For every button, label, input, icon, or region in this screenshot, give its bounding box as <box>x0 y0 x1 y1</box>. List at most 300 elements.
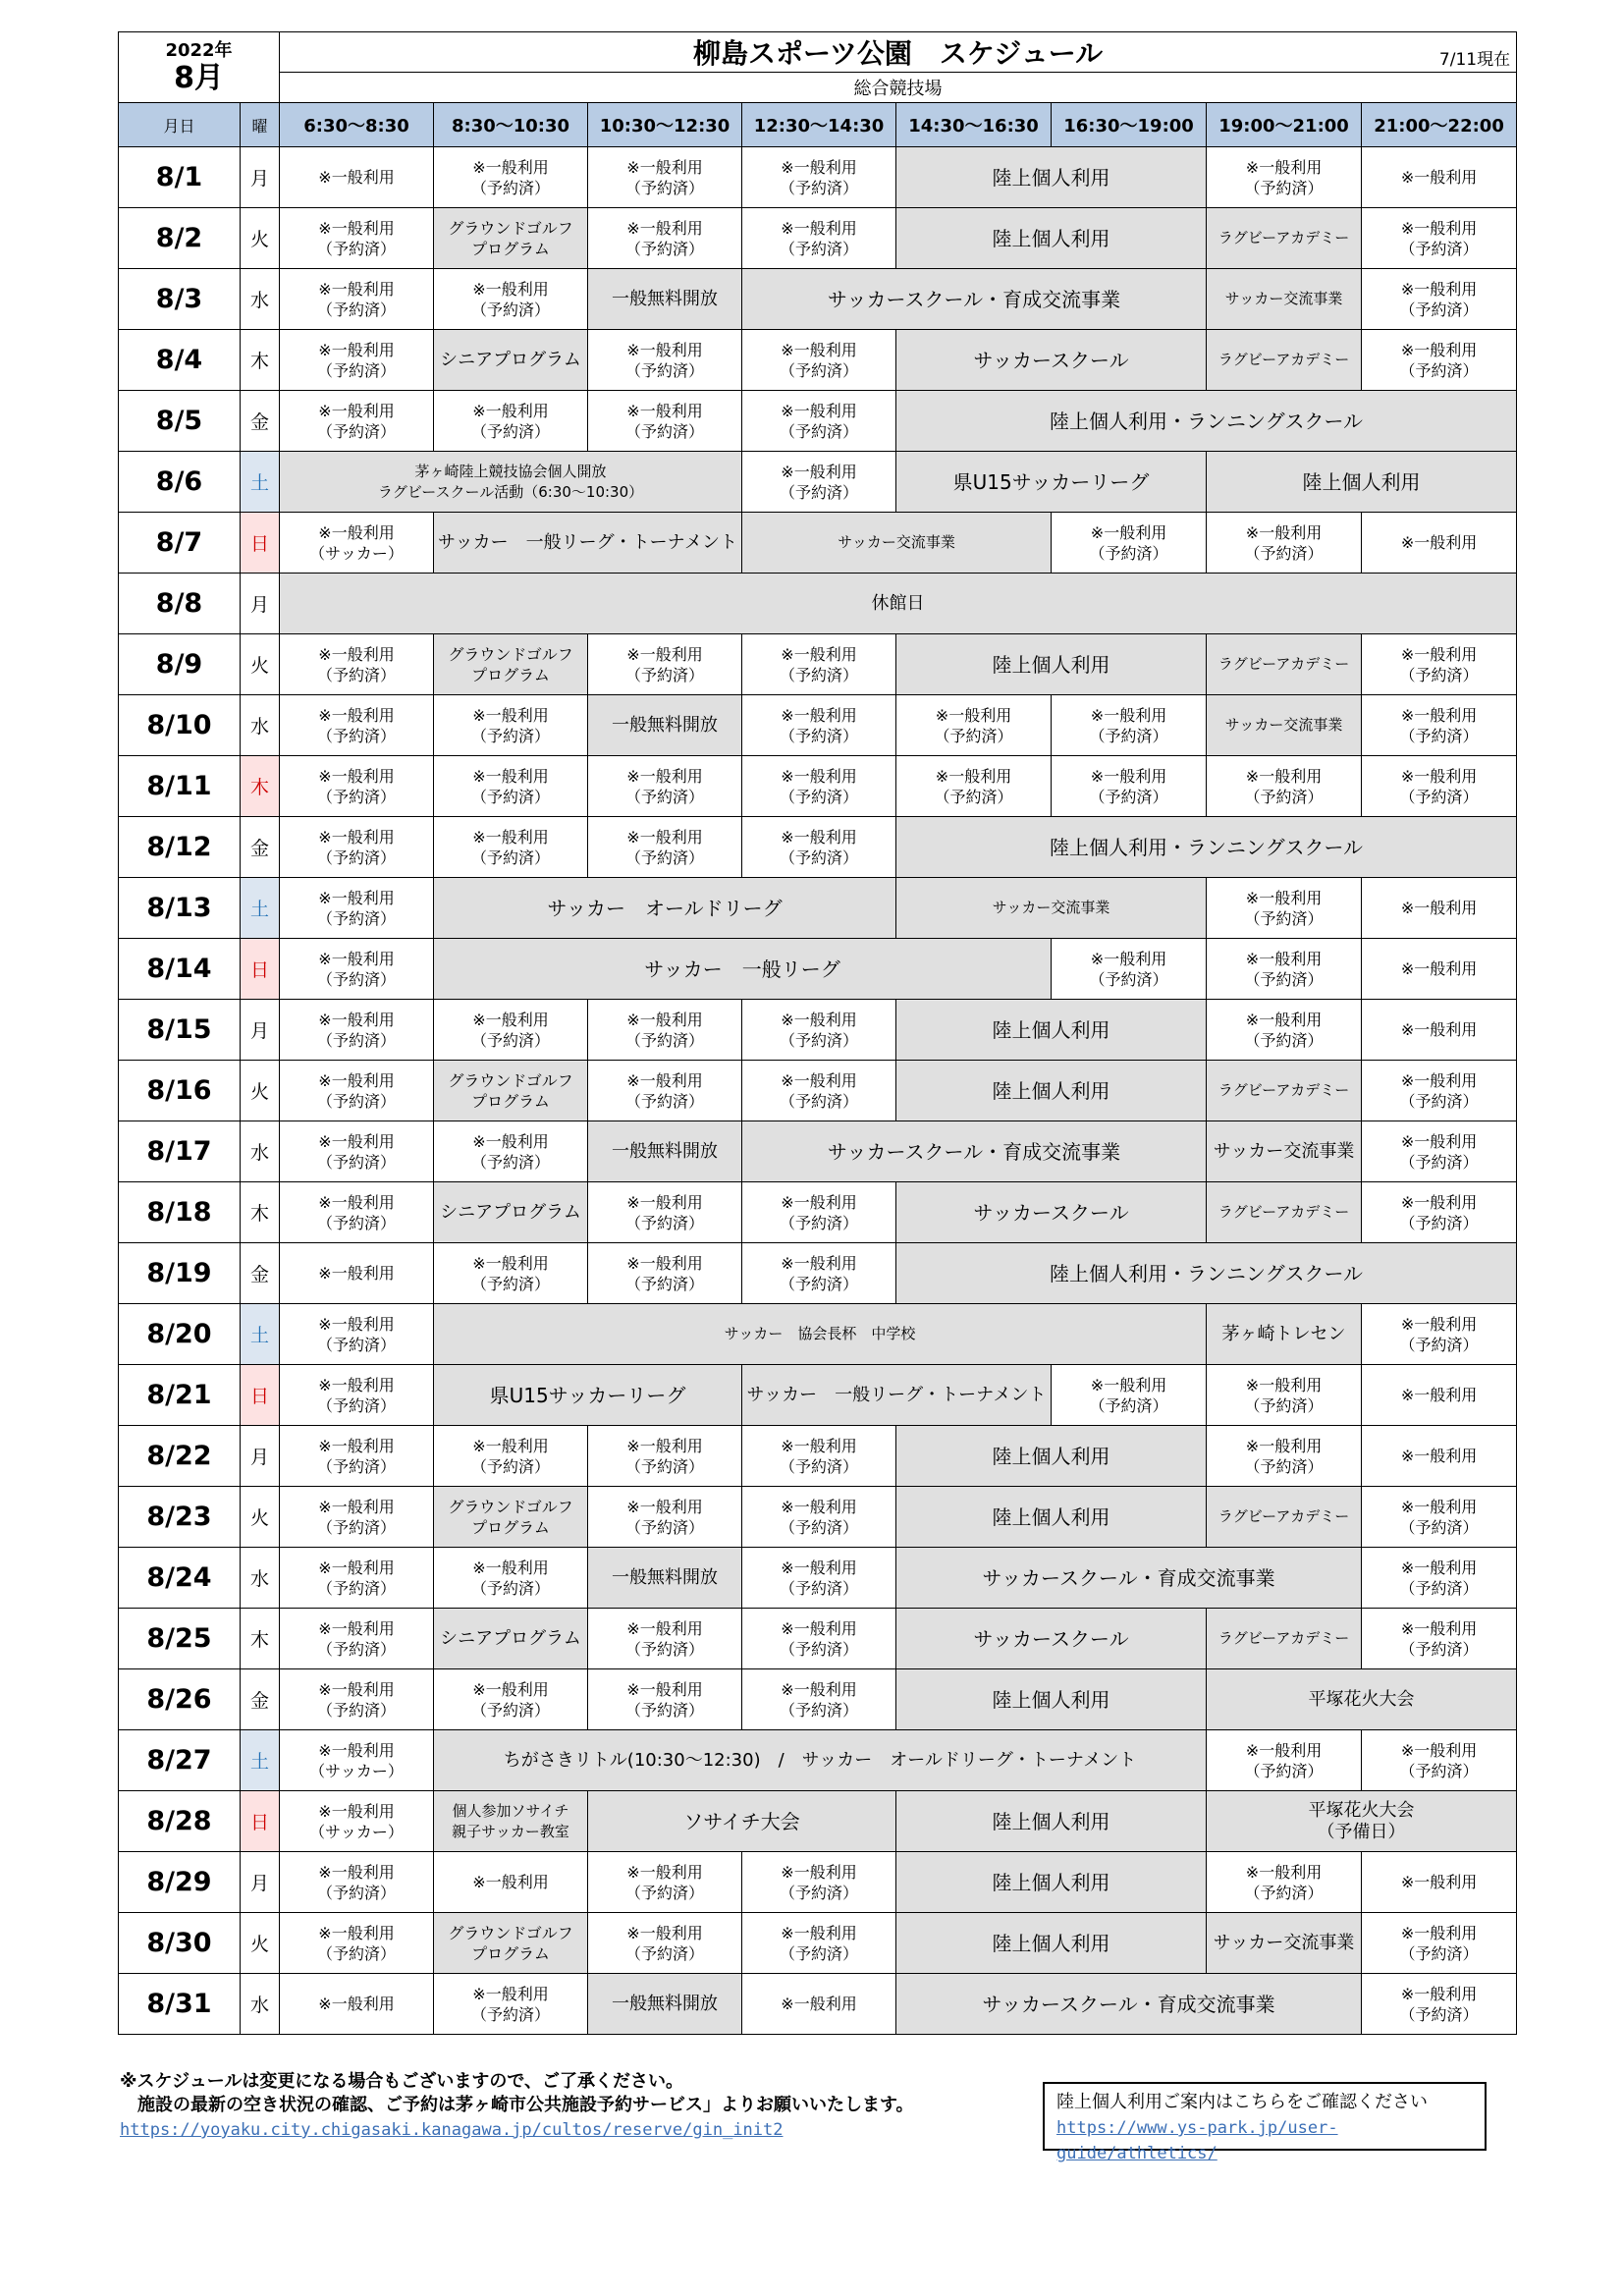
slot-text: ※一般利用 （予約済） <box>471 827 551 867</box>
slot-text: ※一般利用 <box>1400 168 1478 187</box>
slot-cell-event <box>588 1121 742 1182</box>
date-cell: 8/24 <box>119 1548 241 1609</box>
slot-text: ※一般利用 （予約済） <box>471 1131 551 1172</box>
slot-cell-general-use <box>1362 1548 1517 1609</box>
slot-text: ※一般利用 （予約済） <box>471 1010 551 1050</box>
slot-cell-event <box>1207 1061 1362 1121</box>
slot-cell-general-use <box>742 1913 896 1974</box>
weekday-cell: 土 <box>241 878 280 939</box>
schedule-row <box>119 1609 1517 1669</box>
slot-cell-general-use <box>280 1487 434 1548</box>
slot-cell-event <box>896 208 1207 269</box>
slot-text: サッカー 一般リーグ・トーナメント <box>438 531 737 553</box>
slot-text: シニアプログラム <box>440 349 581 370</box>
slot-text: ※一般利用 （予約済） <box>471 1253 551 1293</box>
slot-text: ※一般利用 （予約済） <box>780 218 859 258</box>
schedule-row <box>119 1243 1517 1304</box>
slot-text: ※一般利用 （予約済） <box>1089 522 1168 563</box>
slot-cell-event <box>588 695 742 756</box>
slot-text: ラグビーアカデミー <box>1217 655 1350 673</box>
column-header-slot: 16:30～19:00 <box>1052 103 1207 147</box>
slot-text: 陸上個人利用 <box>992 165 1110 190</box>
slot-cell-general-use <box>434 1669 588 1730</box>
date-cell: 8/21 <box>119 1365 241 1426</box>
slot-text: ※一般利用 （予約済） <box>625 1253 705 1293</box>
slot-text: ※一般利用 （予約済） <box>1399 218 1479 258</box>
slot-text: ※一般利用 <box>1400 1873 1478 1891</box>
slot-cell-general-use <box>1207 1852 1362 1913</box>
schedule-row <box>119 208 1517 269</box>
slot-cell-general-use <box>1207 1426 1362 1487</box>
slot-cell-event <box>896 1182 1207 1243</box>
schedule-row <box>119 1000 1517 1061</box>
slot-cell-event <box>434 1730 1207 1791</box>
slot-cell-event <box>588 1791 896 1852</box>
slot-cell-event <box>588 269 742 330</box>
date-cell: 8/15 <box>119 1000 241 1061</box>
slot-cell-general-use <box>588 330 742 391</box>
schedule-row <box>119 1426 1517 1487</box>
slot-text: ※一般利用 （予約済） <box>780 1436 859 1476</box>
slot-cell-general-use <box>280 1791 434 1852</box>
slot-cell-general-use <box>1052 1365 1207 1426</box>
slot-cell-event <box>896 1609 1207 1669</box>
slot-text: 陸上個人利用 <box>992 1444 1110 1468</box>
slot-text: ※一般利用 （予約済） <box>1244 522 1324 563</box>
venue-row <box>119 73 1517 103</box>
slot-text: ※一般利用 <box>318 1995 395 2013</box>
slot-cell-event <box>434 1304 1207 1365</box>
as-of-date: 7/11現在 <box>1438 50 1511 70</box>
slot-text: ※一般利用 （予約済） <box>625 1010 705 1050</box>
slot-text: ※一般利用 （予約済） <box>1399 766 1479 806</box>
note-change-disclaimer: ※スケジュールは変更になる場合もございますので、ご了承ください。 <box>120 2071 684 2092</box>
weekday-cell: 金 <box>241 391 280 452</box>
slot-cell-event <box>742 1121 1207 1182</box>
slot-cell-general-use <box>1207 147 1362 208</box>
slot-text: サッカースクール <box>973 1626 1129 1651</box>
slot-cell-event <box>896 1548 1362 1609</box>
slot-text: サッカースクール <box>973 348 1129 372</box>
slot-text: ※一般利用 （予約済） <box>780 1558 859 1598</box>
slot-cell-event <box>1207 695 1362 756</box>
slot-text: サッカースクール <box>973 1200 1129 1225</box>
slot-text: ラグビーアカデミー <box>1217 1507 1350 1525</box>
slot-cell-general-use <box>742 756 896 817</box>
slot-cell-general-use <box>588 756 742 817</box>
slot-cell-event <box>588 1974 742 2035</box>
slot-cell-event <box>1207 208 1362 269</box>
slot-cell-general-use <box>280 1243 434 1304</box>
weekday-cell: 月 <box>241 574 280 634</box>
slot-cell-general-use <box>742 208 896 269</box>
slot-cell-event <box>896 817 1517 878</box>
slot-cell-general-use <box>280 1121 434 1182</box>
slot-text: ※一般利用 （予約済） <box>317 1618 397 1659</box>
slot-text: ※一般利用 （予約済） <box>317 888 397 928</box>
footer-notes <box>120 2070 1003 2143</box>
slot-text: サッカー交流事業 <box>1213 1140 1355 1162</box>
slot-cell-general-use <box>1362 513 1517 574</box>
slot-text: 平塚花火大会 （予備日） <box>1308 1799 1415 1842</box>
slot-cell-general-use <box>280 513 434 574</box>
slot-cell-event <box>434 513 742 574</box>
slot-cell-general-use <box>1207 1000 1362 1061</box>
slot-cell-general-use <box>1362 756 1517 817</box>
slot-cell-event <box>896 1913 1207 1974</box>
slot-text: ※一般利用 （予約済） <box>1399 1923 1479 1963</box>
schedule-row <box>119 878 1517 939</box>
schedule-row <box>119 1791 1517 1852</box>
slot-cell-general-use <box>1362 1426 1517 1487</box>
slot-cell-general-use <box>1207 1730 1362 1791</box>
date-cell: 8/29 <box>119 1852 241 1913</box>
date-cell: 8/2 <box>119 208 241 269</box>
slot-text: 陸上個人利用 <box>992 226 1110 250</box>
date-cell: 8/4 <box>119 330 241 391</box>
slot-cell-general-use <box>1052 756 1207 817</box>
slot-cell-general-use <box>1362 1121 1517 1182</box>
slot-text: ※一般利用 （予約済） <box>1089 766 1168 806</box>
slot-cell-general-use <box>434 1243 588 1304</box>
date-cell: 8/7 <box>119 513 241 574</box>
schedule-row <box>119 939 1517 1000</box>
slot-text: サッカー交流事業 <box>992 899 1110 916</box>
slot-cell-general-use <box>1362 330 1517 391</box>
slot-text: ※一般利用 （予約済） <box>471 705 551 745</box>
slot-text: ※一般利用 （予約済） <box>1399 1740 1479 1780</box>
weekday-cell: 火 <box>241 634 280 695</box>
slot-text: ※一般利用 （予約済） <box>1399 279 1479 319</box>
slot-cell-general-use <box>1052 695 1207 756</box>
slot-cell-general-use <box>588 1913 742 1974</box>
weekday-cell: 水 <box>241 1548 280 1609</box>
slot-cell-event <box>1207 1791 1517 1852</box>
slot-text: ※一般利用 （予約済） <box>317 1862 397 1902</box>
slot-text: ※一般利用 （予約済） <box>625 401 705 441</box>
slot-cell-general-use <box>588 634 742 695</box>
slot-text: ※一般利用 （予約済） <box>317 1436 397 1476</box>
slot-cell-general-use <box>896 695 1052 756</box>
slot-cell-general-use <box>280 1913 434 1974</box>
slot-text: ※一般利用 （予約済） <box>1089 949 1168 989</box>
slot-cell-general-use <box>280 756 434 817</box>
column-header-date: 月日 <box>119 103 241 147</box>
schedule-row <box>119 1669 1517 1730</box>
date-cell: 8/31 <box>119 1974 241 2035</box>
slot-cell-general-use <box>434 391 588 452</box>
slot-text: ※一般利用 （予約済） <box>780 1618 859 1659</box>
athletics-info-link[interactable]: https://www.ys-park.jp/user-guide/athletics/ <box>1056 2118 1338 2163</box>
slot-text: 茅ヶ崎陸上競技協会個人開放 ラグビースクール活動（6:30～10:30） <box>377 462 644 501</box>
slot-cell-event <box>1207 1669 1517 1730</box>
date-cell: 8/16 <box>119 1061 241 1121</box>
date-cell: 8/5 <box>119 391 241 452</box>
slot-text: ※一般利用 （サッカー） <box>309 1740 404 1780</box>
slot-cell-event <box>434 1365 742 1426</box>
slot-text: ※一般利用 （予約済） <box>780 1862 859 1902</box>
slot-cell-general-use <box>280 147 434 208</box>
slot-cell-general-use <box>1362 208 1517 269</box>
slot-cell-general-use <box>434 1548 588 1609</box>
date-cell: 8/26 <box>119 1669 241 1730</box>
slot-text: ※一般利用 （予約済） <box>780 340 859 380</box>
weekday-cell: 月 <box>241 147 280 208</box>
slot-text: サッカー交流事業 <box>1224 290 1343 307</box>
reservation-link[interactable]: https://yoyaku.city.chigasaki.kanagawa.jp/cultos/reserve/gin_init2 <box>120 2120 784 2140</box>
slot-text: ※一般利用 <box>1400 959 1478 978</box>
schedule-sheet <box>118 31 1516 2035</box>
slot-cell-general-use <box>1052 939 1207 1000</box>
slot-cell-event <box>896 1487 1207 1548</box>
schedule-row <box>119 391 1517 452</box>
slot-text: 陸上個人利用 <box>992 1504 1110 1529</box>
slot-text: サッカースクール・育成交流事業 <box>827 287 1121 311</box>
slot-cell-general-use <box>742 695 896 756</box>
slot-cell-general-use <box>742 634 896 695</box>
slot-text: ※一般利用 （予約済） <box>780 1070 859 1111</box>
slot-text: グラウンドゴルフ プログラム <box>448 1923 573 1963</box>
slot-text: ※一般利用 （予約済） <box>317 949 397 989</box>
slot-cell-general-use <box>1362 1852 1517 1913</box>
slot-cell-general-use <box>280 1609 434 1669</box>
date-cell: 8/13 <box>119 878 241 939</box>
slot-text: ※一般利用 （予約済） <box>625 1862 705 1902</box>
slot-text: 一般無料開放 <box>612 714 719 736</box>
slot-cell-general-use <box>280 1365 434 1426</box>
slot-cell-general-use <box>1362 695 1517 756</box>
slot-cell-event <box>1207 1913 1362 1974</box>
column-header-slot: 12:30～14:30 <box>742 103 896 147</box>
slot-cell-general-use <box>742 330 896 391</box>
slot-text: ※一般利用 （予約済） <box>471 1984 551 2024</box>
slot-text: ※一般利用 （予約済） <box>1399 1984 1479 2024</box>
weekday-cell: 火 <box>241 1061 280 1121</box>
slot-text: ※一般利用 （予約済） <box>625 827 705 867</box>
slot-text: ※一般利用 （予約済） <box>1244 1375 1324 1415</box>
date-cell: 8/9 <box>119 634 241 695</box>
slot-text: ※一般利用 （予約済） <box>780 705 859 745</box>
slot-cell-event <box>1207 330 1362 391</box>
slot-text: ※一般利用 （予約済） <box>625 1618 705 1659</box>
slot-cell-general-use <box>742 1182 896 1243</box>
slot-text: ラグビーアカデミー <box>1217 229 1350 246</box>
slot-text: ※一般利用 （予約済） <box>471 279 551 319</box>
slot-text: ※一般利用 （サッカー） <box>309 522 404 563</box>
slot-cell-event <box>1207 634 1362 695</box>
slot-cell-general-use <box>1362 634 1517 695</box>
slot-text: ※一般利用 （予約済） <box>625 1070 705 1111</box>
date-cell: 8/30 <box>119 1913 241 1974</box>
date-cell: 8/23 <box>119 1487 241 1548</box>
slot-cell-event <box>434 878 896 939</box>
schedule-row <box>119 513 1517 574</box>
slot-cell-general-use <box>1362 1913 1517 1974</box>
slot-text: サッカースクール・育成交流事業 <box>982 1565 1275 1590</box>
slot-cell-event <box>742 513 1052 574</box>
slot-text: ※一般利用 （予約済） <box>625 1192 705 1232</box>
slot-cell-event <box>588 1548 742 1609</box>
slot-text: ※一般利用 （予約済） <box>471 1558 551 1598</box>
slot-text: ※一般利用 （予約済） <box>934 766 1013 806</box>
weekday-cell: 月 <box>241 1852 280 1913</box>
month-label: 8月 <box>174 60 224 95</box>
slot-text: 平塚花火大会 <box>1308 1688 1415 1710</box>
slot-cell-general-use <box>742 452 896 513</box>
schedule-row <box>119 574 1517 634</box>
slot-text: ※一般利用 <box>1400 533 1478 552</box>
slot-cell-general-use <box>1362 1730 1517 1791</box>
slot-cell-general-use <box>1362 269 1517 330</box>
slot-text: ※一般利用 （予約済） <box>625 1497 705 1537</box>
slot-cell-event <box>434 208 588 269</box>
slot-text: 陸上個人利用 <box>992 652 1110 677</box>
slot-text: サッカースクール・育成交流事業 <box>982 1992 1275 2016</box>
page-title: 柳島スポーツ公園 スケジュール <box>692 37 1104 70</box>
slot-text: ※一般利用 （予約済） <box>780 1192 859 1232</box>
slot-cell-general-use <box>588 1609 742 1669</box>
schedule-row <box>119 1365 1517 1426</box>
date-cell: 8/6 <box>119 452 241 513</box>
slot-text: ※一般利用 （予約済） <box>1399 1497 1479 1537</box>
slot-cell-general-use <box>742 1852 896 1913</box>
slot-text: 陸上個人利用・ランニングスクール <box>1050 1261 1364 1285</box>
schedule-row <box>119 330 1517 391</box>
slot-cell-event <box>896 1669 1207 1730</box>
slot-text: ※一般利用 （予約済） <box>317 1558 397 1598</box>
slot-cell-event <box>896 1000 1207 1061</box>
slot-cell-general-use <box>280 1061 434 1121</box>
slot-text: 陸上個人利用 <box>992 1870 1110 1894</box>
slot-text: 陸上個人利用・ランニングスクール <box>1050 835 1364 859</box>
slot-cell-event <box>742 1365 1052 1426</box>
slot-text: ※一般利用 （予約済） <box>780 1679 859 1720</box>
slot-cell-event <box>896 1791 1207 1852</box>
slot-cell-general-use <box>742 1487 896 1548</box>
slot-cell-general-use <box>280 1974 434 2035</box>
slot-cell-event <box>1207 1487 1362 1548</box>
slot-cell-general-use <box>742 1000 896 1061</box>
slot-cell-event <box>896 1061 1207 1121</box>
slot-cell-general-use <box>1362 1000 1517 1061</box>
slot-cell-event <box>434 1182 588 1243</box>
slot-text: グラウンドゴルフ プログラム <box>448 1497 573 1537</box>
slot-text: ※一般利用 （予約済） <box>625 644 705 684</box>
weekday-cell: 金 <box>241 1243 280 1304</box>
slot-text: ※一般利用 （予約済） <box>317 1070 397 1111</box>
slot-text: ※一般利用 （予約済） <box>317 766 397 806</box>
column-header-slot: 10:30～12:30 <box>588 103 742 147</box>
slot-cell-general-use <box>742 1548 896 1609</box>
slot-text: グラウンドゴルフ プログラム <box>448 1070 573 1111</box>
slot-cell-general-use <box>588 391 742 452</box>
slot-cell-event <box>896 147 1207 208</box>
slot-cell-general-use <box>434 1974 588 2035</box>
slot-cell-general-use <box>280 1548 434 1609</box>
slot-text: ※一般利用 （予約済） <box>471 401 551 441</box>
weekday-cell: 日 <box>241 939 280 1000</box>
slot-text: ※一般利用 （予約済） <box>1089 705 1168 745</box>
slot-text: ※一般利用 （予約済） <box>471 157 551 197</box>
slot-cell-general-use <box>588 1669 742 1730</box>
date-cell: 8/1 <box>119 147 241 208</box>
date-cell: 8/25 <box>119 1609 241 1669</box>
slot-cell-event <box>896 1852 1207 1913</box>
slot-cell-general-use <box>742 1609 896 1669</box>
slot-text: ※一般利用 （予約済） <box>780 157 859 197</box>
slot-cell-general-use <box>280 878 434 939</box>
slot-cell-event <box>434 634 588 695</box>
slot-text: ※一般利用 （予約済） <box>625 157 705 197</box>
slot-cell-general-use <box>434 756 588 817</box>
slot-cell-general-use <box>1362 1061 1517 1121</box>
slot-cell-general-use <box>280 1426 434 1487</box>
slot-text: 陸上個人利用 <box>1302 469 1421 494</box>
slot-cell-event <box>1207 452 1517 513</box>
schedule-row <box>119 1121 1517 1182</box>
slot-cell-general-use <box>1362 1609 1517 1669</box>
slot-text: サッカースクール・育成交流事業 <box>827 1139 1121 1164</box>
date-cell: 8/20 <box>119 1304 241 1365</box>
slot-cell-general-use <box>434 817 588 878</box>
weekday-cell: 火 <box>241 1487 280 1548</box>
slot-text: 一般無料開放 <box>612 1566 719 1588</box>
athletics-info-box <box>1043 2082 1487 2163</box>
slot-cell-general-use <box>280 391 434 452</box>
slot-text: ※一般利用 （予約済） <box>625 1436 705 1476</box>
slot-text: ※一般利用 （予約済） <box>625 340 705 380</box>
slot-cell-event <box>896 1426 1207 1487</box>
weekday-cell: 火 <box>241 1913 280 1974</box>
slot-cell-general-use <box>1362 1487 1517 1548</box>
slot-cell-event <box>896 1974 1362 2035</box>
year-month-cell <box>119 32 280 103</box>
slot-cell-general-use <box>280 1669 434 1730</box>
slot-cell-general-use <box>434 1852 588 1913</box>
slot-text: ※一般利用 <box>318 168 395 187</box>
slot-text: ※一般利用 （予約済） <box>1244 1740 1324 1780</box>
column-header-row <box>119 103 1517 147</box>
slot-text: ※一般利用 （予約済） <box>1399 1314 1479 1354</box>
slot-cell-general-use <box>1362 1182 1517 1243</box>
weekday-cell: 日 <box>241 1365 280 1426</box>
slot-cell-event <box>742 269 1207 330</box>
slot-text: 陸上個人利用 <box>992 1809 1110 1833</box>
weekday-cell: 木 <box>241 756 280 817</box>
slot-text: サッカー 一般リーグ <box>644 957 840 981</box>
slot-text: ※一般利用 <box>1400 1447 1478 1465</box>
slot-cell-event <box>1207 1304 1362 1365</box>
slot-cell-general-use <box>588 147 742 208</box>
date-cell: 8/8 <box>119 574 241 634</box>
slot-text: シニアプログラム <box>440 1627 581 1649</box>
slot-text: ※一般利用 （予約済） <box>317 1010 397 1050</box>
slot-text: サッカー交流事業 <box>1224 716 1343 734</box>
slot-cell-general-use <box>588 1000 742 1061</box>
slot-text: ※一般利用 （予約済） <box>471 1679 551 1720</box>
slot-text: 一般無料開放 <box>612 1140 719 1162</box>
slot-cell-general-use <box>1362 939 1517 1000</box>
column-header-slot: 8:30～10:30 <box>434 103 588 147</box>
slot-text: シニアプログラム <box>440 1201 581 1223</box>
slot-cell-event <box>434 1487 588 1548</box>
slot-text: ※一般利用 （予約済） <box>1399 1558 1479 1598</box>
slot-text: ※一般利用 （予約済） <box>317 705 397 745</box>
slot-cell-general-use <box>742 1974 896 2035</box>
note-reservation: 施設の最新の空き状況の確認、ご予約は茅ヶ崎市公共施設予約サービス」よりお願いいたします。 <box>120 2095 914 2115</box>
slot-text: ラグビーアカデミー <box>1217 1081 1350 1099</box>
column-header-slot: 6:30～8:30 <box>280 103 434 147</box>
